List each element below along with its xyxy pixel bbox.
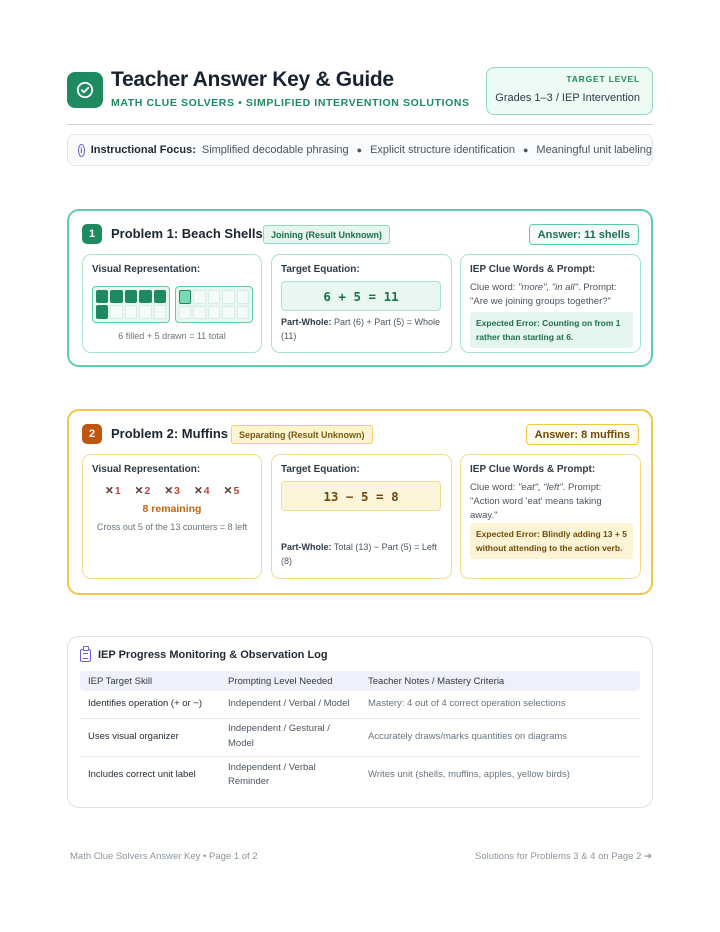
column-header: IEP Target Skill [80,671,220,691]
focus-item: Simplified decodable phrasing [201,144,349,156]
visual-representation-panel [82,454,262,579]
cross-out-icon: ✕ [134,485,144,497]
table-cell-level: Independent / Gestural / Model [220,718,360,756]
problem-title: Problem 1: Beach Shells [111,226,263,241]
empty-cell [237,306,249,320]
table-row [80,691,640,718]
page-subtitle: MATH CLUE SOLVERS • SIMPLIFIED INTERVENTION SOLUTIONS [111,97,470,109]
filled-counter [139,290,151,303]
target-level-value: Grades 1–3 / IEP Intervention [495,92,640,104]
cross-out-icon: ✕ [164,485,174,497]
crossed-counter: ✕1 [105,485,121,497]
empty-cell [208,306,220,320]
remaining-count: 8 remaining [142,503,202,515]
problem-number-badge: 1 [82,224,102,244]
clue-words: "eat", "left" [518,482,563,493]
header-divider [67,124,653,125]
panel-title: IEP Clue Words & Prompt: [470,264,596,275]
clue-text [470,481,630,522]
focus-item: Meaningful unit labeling [536,144,652,156]
info-icon: i [78,144,85,157]
drawn-counter [179,290,191,304]
part-whole-label: Part-Whole: [281,317,332,327]
expected-error-note: Expected Error: Blindly adding 13 + 5 without attending to the action verb. [470,523,633,559]
progress-monitoring-log [67,636,653,808]
panel-title: Target Equation: [281,464,360,475]
target-level-box [486,67,653,115]
panel-title: Target Equation: [281,264,360,275]
clue-text [470,281,630,309]
empty-cell [237,290,249,304]
bullet-separator: ● [356,145,363,155]
check-circle-icon [67,72,103,108]
column-header: Prompting Level Needed [220,671,360,691]
filled-counter [125,290,137,303]
panel-title: Visual Representation: [92,264,201,275]
footer-page-info: Math Clue Solvers Answer Key • Page 1 of 2 [70,851,258,862]
filled-counter [154,290,166,303]
observation-table [80,671,640,794]
answer-badge: Answer: 11 shells [529,224,639,245]
empty-cell [222,306,234,320]
crossed-counter: ✕4 [193,485,210,497]
crossed-counter: ✕3 [164,485,180,497]
table-cell-notes: Accurately draws/marks quantities on diagrams [360,718,640,756]
page-title: Teacher Answer Key & Guide [111,68,394,91]
empty-cell [139,305,151,320]
empty-cell [110,305,122,320]
target-equation-panel [271,454,452,579]
part-whole-label: Part-Whole: [281,542,332,552]
empty-cell [179,306,191,320]
table-header-row [80,671,640,691]
bullet-separator: ● [522,145,529,155]
filled-counter [96,305,108,320]
equation: 6 + 5 = 11 [281,281,441,311]
clue-prompt: . Prompt: "Are we joining groups together?" [470,282,617,307]
empty-cell [222,290,234,304]
part-whole-value: Part (6) + Part (5) = Whole (11) [281,317,441,341]
expected-error-note: Expected Error: Counting on from 1 rather than starting at 6. [470,312,633,348]
problem-type-tag: Separating (Result Unknown) [231,425,373,444]
column-header: Teacher Notes / Mastery Criteria [360,671,640,691]
empty-cell [125,305,137,320]
visual-caption: Cross out 5 of the 13 counters = 8 left [96,522,248,532]
empty-cell [208,290,220,304]
clue-words: "more", "in all" [518,282,579,293]
panel-title: Visual Representation: [92,464,201,475]
table-cell-notes: Mastery: 4 out of 4 correct operation selections [360,691,640,718]
table-row [80,756,640,794]
table-cell-skill: Uses visual organizer [80,718,220,756]
cross-out-icon: ✕ [193,485,203,497]
answer-badge: Answer: 8 muffins [526,424,639,445]
problem-1-card [67,209,653,367]
empty-cell [193,290,205,304]
problem-type-tag: Joining (Result Unknown) [263,225,390,244]
log-title: IEP Progress Monitoring & Observation Log [98,649,328,661]
header [67,68,653,116]
filled-counter [110,290,122,303]
problem-title: Problem 2: Muffins [111,426,229,441]
target-level-label: TARGET LEVEL [566,74,640,84]
visual-caption: 6 filled + 5 drawn = 11 total [118,331,226,341]
clue-prefix: Clue word: [470,282,516,293]
part-whole-text [281,541,446,569]
focus-label: Instructional Focus: [90,144,196,156]
target-equation-panel [271,254,452,353]
panel-title: IEP Clue Words & Prompt: [470,464,596,475]
clue-words-panel [460,254,641,353]
part-whole-text [281,316,446,344]
instructional-focus-bar [67,134,653,166]
clue-words-panel [460,454,641,579]
clue-prompt: . Prompt: "Action word 'eat' means taking away." [470,482,602,521]
crossed-counter: ✕5 [223,485,240,497]
focus-item: Explicit structure identification [370,144,515,156]
table-cell-level: Independent / Verbal Reminder [228,761,316,788]
part-whole-value: Total (13) − Part (5) = Left (8) [281,542,437,566]
visual-representation-panel [82,254,262,353]
table-cell-skill: Identifies operation (+ or −) [80,691,220,718]
crossed-counter: ✕2 [134,485,151,497]
ten-frame-filled [92,286,170,323]
filled-counter [96,290,108,303]
crossed-counters [105,485,253,497]
equation: 13 − 5 = 8 [281,481,441,511]
footer-next-page-link[interactable]: Solutions for Problems 3 & 4 on Page 2 ➔ [475,851,652,862]
ten-frame-drawn [175,286,253,323]
clue-prefix: Clue word: [470,482,516,493]
problem-number-badge: 2 [82,424,102,444]
cross-out-icon: ✕ [223,485,233,497]
clipboard-icon [80,649,91,662]
table-row [80,718,640,756]
table-cell-notes: Writes unit (shells, muffins, apples, yellow birds) [368,768,570,780]
empty-cell [154,305,166,320]
table-cell-skill: Includes correct unit label [88,768,196,780]
problem-2-card [67,409,653,595]
table-cell-level: Independent / Verbal / Model [220,691,360,718]
empty-cell [193,306,205,320]
cross-out-icon: ✕ [105,485,114,497]
